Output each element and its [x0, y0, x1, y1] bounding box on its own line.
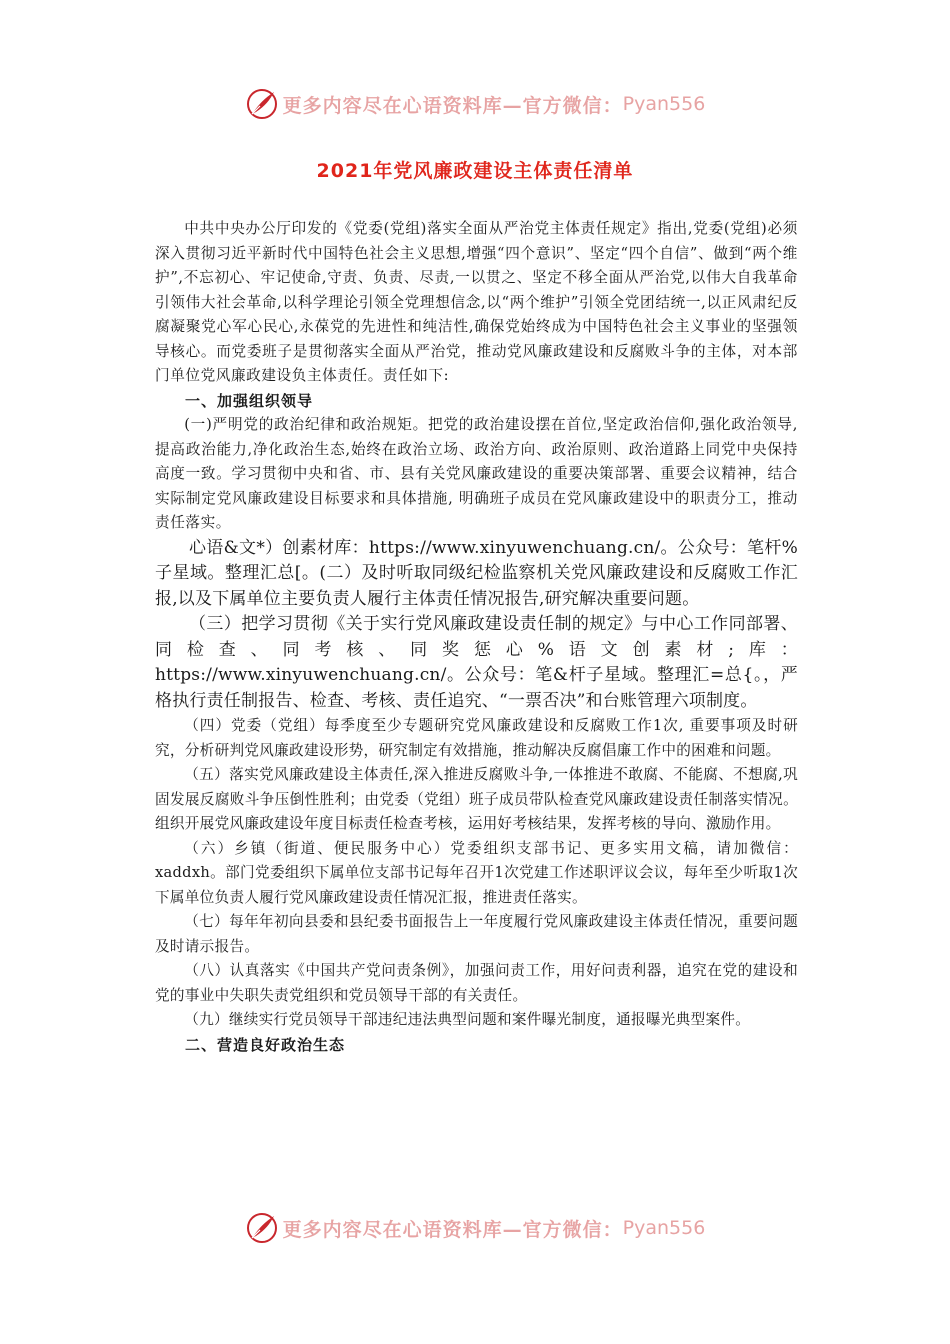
- intro-paragraph: 中共中央办公厅印发的《党委(党组)落实全面从严治党主体责任规定》指出,党委(党组)必须深入贯彻习近平新时代中国特色社会主义思想,增强“四个意识”、坚定“四个自信”、做到“两个维护”,不忘初心、牢记使命,守责、负责、尽责,一以贯之、坚定不移全面从严治党,以伟大自我革命引领伟大社会革命,以科学理论引领全党理想信念,以“两个维护”引领全党团结统一,以正风肃纪反腐凝聚党心军心民心,永葆党的先进性和纯洁性,确保党始终成为中国特色社会主义事业的坚强领导核心。而党委班子是贯彻落实全面从严治党，推动党风廉政建设和反腐败斗争的主体，对本部门单位党风廉政建设负主体责任。责任如下:: [155, 220, 798, 384]
- quill-logo-icon: [245, 87, 279, 121]
- quill-logo-icon: [245, 1211, 279, 1245]
- document-body: [155, 217, 798, 1057]
- header-banner: [0, 84, 950, 124]
- banner-text: 更多内容尽在心语资料库—官方微信：: [282, 94, 623, 117]
- banner-text: 更多内容尽在心语资料库—官方微信：: [282, 1218, 623, 1241]
- banner-wechat-id: Pyan556: [622, 93, 706, 115]
- banner-wechat-id: Pyan556: [622, 1217, 706, 1239]
- item-8: （八）认真落实《中国共产党问责条例》，加强问责工作，用好问责利器，追究在党的建设和党的事业中失职失责党组织和党员领导干部的有关责任。: [155, 962, 798, 1004]
- item-2: 心语&文*）创素材库：https://www.xinyuwenchuang.cn/。公众号：笔杆%子星域。整理汇总[。(二）及时听取同级纪检监察机关党风廉政建设和反腐败工作汇报,以及下属单位主要负责人履行主体责任情况报告,研究解决重要问题。: [155, 537, 798, 609]
- item-7: （七）每年年初向县委和县纪委书面报告上一年度履行党风廉政建设主体责任情况，重要问题及时请示报告。: [155, 913, 798, 955]
- footer-banner: [0, 1208, 950, 1248]
- section-heading-1: 一、加强组织领导: [185, 391, 314, 410]
- item-5: （五）落实党风廉政建设主体责任,深入推进反腐败斗争,一体推进不敢腐、不能腐、不想腐,巩固发展反腐败斗争压倒性胜利；由党委（党组）班子成员带队检查党风廉政建设责任制落实情况。组织开展党风廉政建设年度目标责任检查考核，运用好考核结果，发挥考核的导向、激励作用。: [155, 766, 798, 832]
- item-6: （六）乡镇（街道、便民服务中心）党委组织支部书记、更多实用文稿，请加微信：xaddxh。部门党委组织下属单位支部书记每年召开1次党建工作述职评议会议，每年至少听取1次下属单位负责人履行党风廉政建设责任情况汇报，推进责任落实。: [155, 839, 798, 906]
- item-4: （四）党委（党组）每季度至少专题研究党风廉政建设和反腐败工作1次, 重要事项及时研究，分析研判党风廉政建设形势，研究制定有效措施，推动解决反腐倡廉工作中的困难和问题。: [155, 717, 798, 759]
- item-1: (一)严明党的政治纪律和政治规矩。把党的政治建设摆在首位,坚定政治信仰,强化政治领导,提高政治能力,净化政治生态,始终在政治立场、政治方向、政治原则、政治道路上同党中央保持高度一致。学习贯彻中央和省、市、县有关党风廉政建设的重要决策部署、重要会议精神，结合实际制定党风廉政建设目标要求和具体措施, 明确班子成员在党风廉政建设中的职责分工，推动责任落实。: [155, 416, 798, 531]
- document-title: 2021年党风廉政建设主体责任清单: [316, 160, 634, 182]
- item-3: （三）把学习贯彻《关于实行党风廉政建设责任制的规定》与中心工作同部署、同检查、同考核、同奖惩心%语文创素材;库：https://www.xinyuwenchuang.cn/。公众号：笔&杆子星域。整理汇=总{。，严格执行责任制报告、检查、考核、责任追究、“一票否决”和台账管理六项制度。: [155, 614, 798, 711]
- section-heading-2: 二、营造良好政治生态: [185, 1035, 346, 1054]
- item-9: （九）继续实行党员领导干部违纪违法典型问题和案件曝光制度，通报曝光典型案件。: [184, 1011, 751, 1028]
